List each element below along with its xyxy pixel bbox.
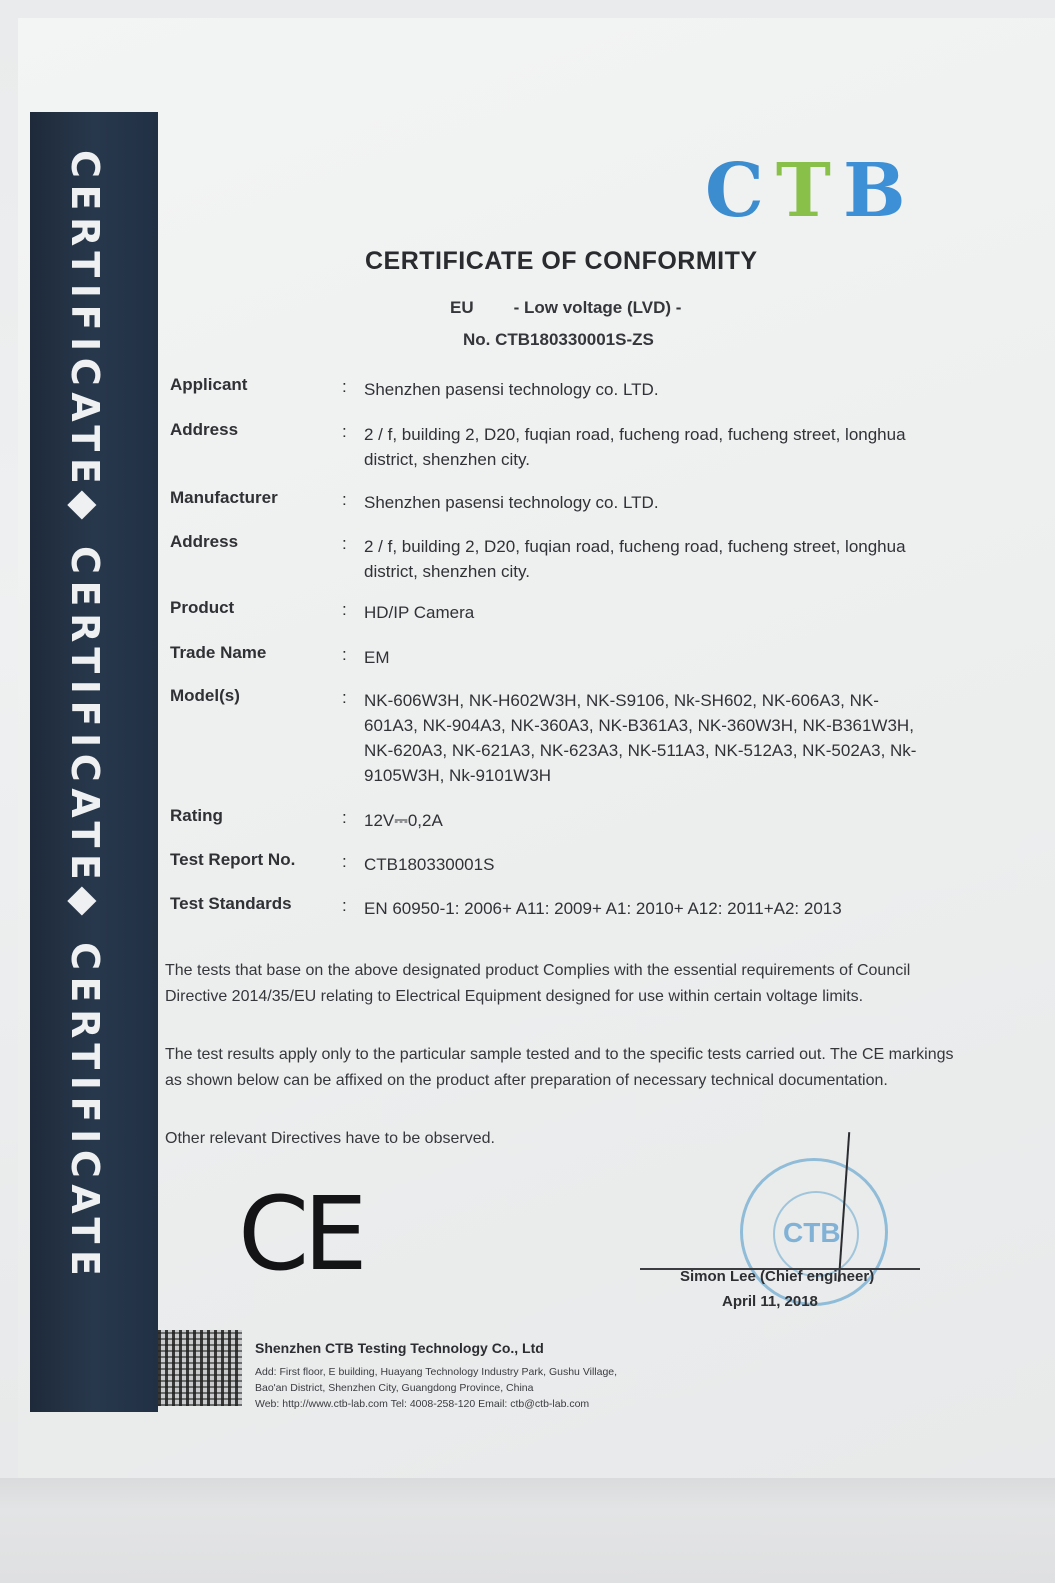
field-value: CTB180330001S [364,855,495,874]
field-label: Product [170,598,235,617]
seal-text: CTB [783,1217,841,1248]
logo-letter-t: T [775,148,843,234]
field-value: NK-606W3H, NK-H602W3H, NK-S9106, Nk-SH602, NK-606A3, NK-601A3, NK-904A3, NK-360A3, NK-B361A3, NK-360W3H, NK-B361W3H, NK-620A3, NK-621A3, NK-623A3, NK-511A3, NK-512A3, NK-502A3, Nk-9105W3H, Nk-9101W3H [364,691,917,785]
footer-address-line-2: Bao'an District, Shenzhen City, Guangdong Province, China [255,1382,534,1394]
field-label: Address [170,420,239,439]
side-banner-text: CERTIFICATE◆ CERTIFICATE◆ CERTIFICATE [63,150,107,1283]
document-title: CERTIFICATE OF CONFORMITY [365,247,758,275]
field-colon: : [342,534,347,553]
field-colon: : [342,645,347,664]
logo-letter-b: B [842,148,918,234]
field-value: 2 / f, building 2, D20, fuqian road, fucheng road, fucheng street, longhua district, shenzhen city. [364,537,906,581]
field-value: EM [364,648,390,667]
field-colon: : [342,808,347,827]
footer-address-line-1: Add: First floor, E building, Huayang Technology Industry Park, Gushu Village, [255,1366,618,1378]
qr-code-icon [158,1330,242,1406]
ce-mark: CE [238,1175,362,1294]
field-label: Manufacturer [170,488,278,507]
signature-date: April 11, 2018 [722,1293,818,1310]
compliance-paragraph: The tests that base on the above designated product Complies with the essential requirements of Council Directive 2014/35/EU relating to Electrical Equipment designed for use within certain voltage limits. [165,962,911,1005]
field-value: EN 60950-1: 2006+ A11: 2009+ A1: 2010+ A12: 2011+A2: 2013 [364,899,842,918]
field-value: Shenzhen pasensi technology co. LTD. [364,380,659,399]
field-colon: : [342,377,347,396]
field-colon: : [342,422,347,441]
certificate-number: No. CTB180330001S-ZS [463,330,654,349]
table-surface [0,1478,1055,1583]
field-label: Rating [170,806,223,825]
field-label: Test Report No. [170,850,296,869]
field-colon: : [342,600,347,619]
field-label: Trade Name [170,643,267,662]
footer-contact: Web: http://www.ctb-lab.com Tel: 4008-258-120 Email: ctb@ctb-lab.com [255,1398,590,1410]
field-value: Shenzhen pasensi technology co. LTD. [364,493,659,512]
field-value: 12V⎓0,2A [364,811,443,830]
directive-line [450,298,681,318]
footer-company: Shenzhen CTB Testing Technology Co., Ltd [255,1340,544,1356]
results-paragraph: The test results apply only to the particular sample tested and to the specific tests carried out. The CE markings as shown below can be affixed on the product after preparation of necessary technical documentation. [165,1046,954,1089]
ctb-logo [705,148,918,234]
field-label: Test Standards [170,894,292,913]
directives-note: Other relevant Directives have to be observed. [165,1130,495,1147]
field-label: Address [170,532,239,551]
field-colon: : [342,490,347,509]
eu-label: EU [450,298,474,317]
field-colon: : [342,896,347,915]
field-colon: : [342,688,347,707]
field-value: 2 / f, building 2, D20, fuqian road, fucheng road, fucheng street, longhua district, shenzhen city. [364,425,906,469]
field-value: HD/IP Camera [364,603,475,622]
field-label: Model(s) [170,686,240,705]
logo-letter-c: C [705,148,776,234]
signer-name: Simon Lee (Chief engineer) [680,1268,875,1285]
lvd-label: - Low voltage (LVD) - [513,298,682,317]
field-label: Applicant [170,375,248,394]
field-colon: : [342,852,347,871]
